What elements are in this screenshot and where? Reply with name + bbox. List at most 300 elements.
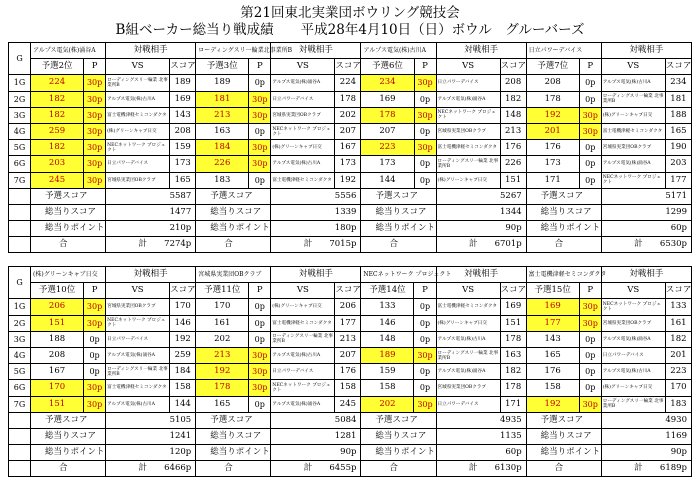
yosen-score-label: 予選スコア: [361, 188, 436, 204]
round-robin-points-value: 60p: [436, 445, 526, 461]
opponent-name: (株)グリーンキャブ日交: [271, 140, 335, 156]
game-points: 0p: [84, 347, 106, 363]
grand-total-label: 合 計: [361, 461, 436, 477]
team-score: 133: [361, 299, 414, 315]
game-number: 5G: [9, 140, 31, 156]
opponent-name: ローディングスリ一輪業 北事業所B: [106, 364, 170, 380]
game-points: 30p: [414, 396, 436, 412]
round-robin-score-value: 1299: [601, 204, 691, 220]
opponent-score: 208: [170, 123, 196, 139]
team-name: ローディングスリ一輪業北事業所B: [196, 43, 271, 59]
vs-header: VS: [601, 59, 665, 75]
game-points: 30p: [84, 107, 106, 123]
team-score: 208: [31, 347, 84, 363]
opponent-name: 日立パワーデバイス: [436, 75, 500, 91]
yosen-score-value: 5105: [106, 412, 196, 428]
summary-row: [9, 204, 692, 220]
team-score: 176: [526, 364, 579, 380]
round-robin-score-label: 総当りスコア: [526, 204, 601, 220]
opponent-name: アルプス電気(株)涌谷A: [436, 364, 500, 380]
grand-total-value: 6130p: [436, 461, 526, 477]
points-header: P: [414, 59, 436, 75]
opponent-score: 182: [500, 364, 526, 380]
points-header: P: [579, 59, 601, 75]
grand-total-value: 7015p: [271, 237, 361, 253]
yosen-score-label: 予選スコア: [196, 412, 271, 428]
opponent-score: 173: [170, 156, 196, 172]
opponent-name: アルプス電気(株)涌谷A: [601, 331, 665, 347]
game-number: 4G: [9, 123, 31, 139]
opponent-name: 富士電機津軽セミコンダクタ: [271, 315, 335, 331]
team-name: (株)グリーンキャブ日交: [31, 267, 106, 283]
game-points: 30p: [249, 347, 271, 363]
team-name: アルプス電気(株)古川A: [361, 43, 436, 59]
opponent-score: 178: [500, 331, 526, 347]
game-number: 7G: [9, 396, 31, 412]
game-points: 0p: [414, 315, 436, 331]
team-rank: 予選3位: [196, 59, 249, 75]
game-points: 0p: [414, 299, 436, 315]
table-row: [9, 347, 692, 363]
team-score: 170: [196, 299, 249, 315]
opponent-name: 富士電機津軽セミコンダクタ: [601, 123, 665, 139]
team-score: 177: [526, 315, 579, 331]
yosen-score-value: 4930: [601, 412, 691, 428]
round-robin-points-label: 総当りポイント: [361, 445, 436, 461]
summary-row: [9, 445, 692, 461]
opponent-name: アルプス電気(株)古川A: [271, 347, 335, 363]
opponent-score: 223: [665, 364, 691, 380]
opponent-name: ローディングスリ一輪業 北事業所B: [601, 396, 665, 412]
round-robin-score-value: 1281: [271, 428, 361, 444]
summary-spacer: [9, 237, 31, 253]
team-score: 176: [526, 140, 579, 156]
summary-spacer: [9, 204, 31, 220]
round-robin-points-value: 180p: [271, 221, 361, 237]
team-score: 189: [361, 347, 414, 363]
results-table-upper: [8, 42, 692, 253]
summary-row: [9, 188, 692, 204]
team-score: 178: [196, 380, 249, 396]
game-points: 30p: [249, 380, 271, 396]
opponent-score: 165: [170, 172, 196, 188]
opponent-name: ローディングスリ一輪業 北事業所B: [601, 91, 665, 107]
summary-spacer: [9, 461, 31, 477]
game-points: 30p: [579, 107, 601, 123]
game-points: 0p: [414, 331, 436, 347]
opponent-name: NECネットワーク プロジェクト: [106, 315, 170, 331]
team-score: 208: [526, 75, 579, 91]
grand-total-value: 6455p: [271, 461, 361, 477]
grand-total-label: 合 計: [361, 237, 436, 253]
team-score: 171: [526, 172, 579, 188]
game-number: 7G: [9, 172, 31, 188]
opponent-score: 143: [170, 107, 196, 123]
round-robin-score-label: 総当りスコア: [526, 428, 601, 444]
round-robin-score-value: 1339: [271, 204, 361, 220]
yosen-score-label: 予選スコア: [361, 412, 436, 428]
opponent-name: 宮城県実業団OBクラブ: [436, 380, 500, 396]
game-points: 0p: [84, 331, 106, 347]
opponent-name: NECネットワーク プロジェクト: [601, 172, 665, 188]
game-points: 0p: [414, 91, 436, 107]
opponent-score: 245: [335, 396, 361, 412]
team-score: 183: [196, 172, 249, 188]
game-points: 30p: [579, 315, 601, 331]
opponent-name: 富士電機津軽セミコンダクタ: [271, 172, 335, 188]
game-points: 30p: [84, 91, 106, 107]
team-score: 159: [361, 364, 414, 380]
summary-row: [9, 461, 692, 477]
team-name: 富士電機津軽セミコンダクタ: [526, 267, 601, 283]
round-robin-score-value: 1477: [106, 204, 196, 220]
team-score: 144: [361, 172, 414, 188]
team-score: 184: [196, 140, 249, 156]
page-title: 第21回東北実業団ボウリング競技会: [240, 5, 460, 21]
opponent-score: 207: [335, 123, 361, 139]
score-header: スコア: [170, 283, 196, 299]
game-points: 30p: [84, 156, 106, 172]
round-robin-points-label: 総当りポイント: [526, 445, 601, 461]
team-score: 202: [361, 396, 414, 412]
game-points: 0p: [579, 347, 601, 363]
score-header: スコア: [500, 283, 526, 299]
opponent-score: 161: [665, 315, 691, 331]
yosen-score-value: 5084: [271, 412, 361, 428]
game-points: 30p: [414, 107, 436, 123]
opponent-score: 167: [335, 140, 361, 156]
team-score: 158: [526, 380, 579, 396]
summary-row: [9, 221, 692, 237]
opponent-name: ローディングスリ一輪業 北事業所B: [106, 75, 170, 91]
team-score: 169: [361, 91, 414, 107]
opponent-header: 対戦相手: [601, 43, 691, 59]
opponent-name: ローディングスリ一輪業 北事業所B: [436, 347, 500, 363]
score-header: スコア: [335, 59, 361, 75]
opponent-score: 151: [500, 315, 526, 331]
score-header: スコア: [170, 59, 196, 75]
team-score: 245: [31, 172, 84, 188]
game-points: 30p: [579, 123, 601, 139]
team-score: 178: [361, 107, 414, 123]
game-points: 30p: [249, 107, 271, 123]
opponent-score: 176: [335, 364, 361, 380]
opponent-name: NECネットワーク プロジェクト: [271, 380, 335, 396]
table-row: [9, 107, 692, 123]
opponent-score: 192: [335, 172, 361, 188]
opponent-header: 対戦相手: [436, 43, 526, 59]
team-score: 167: [31, 364, 84, 380]
game-points: 30p: [414, 75, 436, 91]
game-points: 30p: [579, 299, 601, 315]
opponent-score: 177: [335, 315, 361, 331]
opponent-score: 158: [170, 380, 196, 396]
opponent-score: 189: [170, 75, 196, 91]
opponent-name: アルプス電気(株)古川A: [106, 91, 170, 107]
game-points: 30p: [84, 315, 106, 331]
team-rank: 予選7位: [526, 59, 579, 75]
grand-total-value: 6530p: [601, 237, 691, 253]
opponent-score: 259: [170, 347, 196, 363]
opponent-score: 206: [335, 299, 361, 315]
opponent-score: 224: [335, 75, 361, 91]
opponent-name: ローディングスリ一輪業 北事業所B: [436, 156, 500, 172]
yosen-score-label: 予選スコア: [196, 188, 271, 204]
opponent-score: 202: [335, 107, 361, 123]
team-score: 143: [526, 331, 579, 347]
round-robin-points-label: 総当りポイント: [31, 221, 106, 237]
opponent-name: 宮城県実業団OBクラブ: [106, 299, 170, 315]
opponent-name: 日立パワーデバイス: [271, 364, 335, 380]
yosen-score-label: 予選スコア: [31, 412, 106, 428]
round-robin-points-label: 総当りポイント: [196, 221, 271, 237]
round-robin-score-label: 総当りスコア: [196, 428, 271, 444]
opponent-name: 日立パワーデバイス: [601, 347, 665, 363]
grand-total-label: 合 計: [526, 461, 601, 477]
table-row: [9, 140, 692, 156]
table-row: [9, 380, 692, 396]
game-points: 30p: [84, 380, 106, 396]
opponent-name: アルプス電気(株)涌谷A: [601, 156, 665, 172]
opponent-header: 対戦相手: [601, 267, 691, 283]
round-robin-points-value: 120p: [106, 445, 196, 461]
team-score: 223: [361, 140, 414, 156]
team-score: 163: [196, 123, 249, 139]
team-score: 234: [361, 75, 414, 91]
round-robin-points-label: 総当りポイント: [31, 445, 106, 461]
opponent-name: アルプス電気(株)涌谷A: [271, 75, 335, 91]
game-points: 0p: [84, 364, 106, 380]
round-robin-points-label: 総当りポイント: [196, 445, 271, 461]
opponent-score: 190: [665, 140, 691, 156]
round-robin-points-value: 90p: [601, 445, 691, 461]
game-points: 0p: [249, 315, 271, 331]
opponent-name: (株)グリーンキャブ日交: [271, 299, 335, 315]
team-score: 203: [31, 156, 84, 172]
opponent-name: 富士電機津軽セミコンダクタ: [436, 140, 500, 156]
opponent-score: 208: [500, 75, 526, 91]
opponent-score: 146: [170, 315, 196, 331]
team-rank: 予選14位: [361, 283, 414, 299]
points-header: P: [84, 283, 106, 299]
round-robin-points-label: 総当りポイント: [361, 221, 436, 237]
game-points: 30p: [249, 91, 271, 107]
points-header: P: [249, 283, 271, 299]
opponent-name: 日立パワーデバイス: [436, 396, 500, 412]
team-score: 169: [526, 299, 579, 315]
round-robin-points-value: 90p: [271, 445, 361, 461]
opponent-score: 182: [665, 331, 691, 347]
opponent-score: 159: [170, 140, 196, 156]
opponent-header: 対戦相手: [271, 43, 361, 59]
team-score: 181: [196, 91, 249, 107]
opponent-name: アルプス電気(株)涌谷A: [436, 91, 500, 107]
opponent-score: 170: [665, 380, 691, 396]
opponent-name: 富士電機津軽セミコンダクタ: [436, 299, 500, 315]
team-score: 173: [361, 156, 414, 172]
opponent-score: 182: [500, 91, 526, 107]
game-points: 0p: [579, 331, 601, 347]
points-header: P: [84, 59, 106, 75]
opponent-name: (株)グリーンキャブ日交: [436, 315, 500, 331]
round-robin-points-value: 60p: [601, 221, 691, 237]
opponent-header: 対戦相手: [106, 43, 196, 59]
opponent-score: 170: [170, 299, 196, 315]
opponent-score: 203: [665, 156, 691, 172]
yosen-score-value: 5171: [601, 188, 691, 204]
points-header: P: [249, 59, 271, 75]
opponent-name: 宮城県実業団OBクラブ: [436, 123, 500, 139]
game-points: 0p: [414, 172, 436, 188]
opponent-name: アルプス電気(株)古川A: [601, 364, 665, 380]
team-name: アルプス電気(株)涌谷A: [31, 43, 106, 59]
opponent-name: (株)グリーンキャブ日交: [436, 172, 500, 188]
team-score: 151: [31, 396, 84, 412]
opponent-score: 165: [665, 123, 691, 139]
summary-spacer: [9, 445, 31, 461]
points-header: P: [414, 283, 436, 299]
opponent-score: 169: [170, 91, 196, 107]
round-robin-score-value: 1344: [436, 204, 526, 220]
grand-total-value: 6466p: [106, 461, 196, 477]
team-score: 173: [526, 156, 579, 172]
vs-header: VS: [271, 283, 335, 299]
game-points: 30p: [84, 123, 106, 139]
opponent-name: アルプス電気(株)古川A: [436, 331, 500, 347]
game-points: 0p: [414, 123, 436, 139]
opponent-name: アルプス電気(株)涌谷A: [271, 396, 335, 412]
grand-total-label: 合 計: [31, 237, 106, 253]
yosen-score-value: 5587: [106, 188, 196, 204]
opponent-score: 188: [665, 107, 691, 123]
team-score: 151: [31, 315, 84, 331]
game-points: 0p: [249, 172, 271, 188]
game-column-header: G: [9, 267, 31, 299]
game-points: 0p: [579, 380, 601, 396]
game-points: 30p: [84, 396, 106, 412]
table-row: [9, 172, 692, 188]
grand-total-label: 合 計: [196, 237, 271, 253]
team-score: 192: [526, 396, 579, 412]
game-points: 0p: [249, 396, 271, 412]
team-score: 259: [31, 123, 84, 139]
opponent-score: 192: [170, 331, 196, 347]
points-header: P: [579, 283, 601, 299]
opponent-score: 144: [170, 396, 196, 412]
game-points: 0p: [414, 364, 436, 380]
opponent-header: 対戦相手: [436, 267, 526, 283]
opponent-score: 148: [500, 107, 526, 123]
opponent-score: 163: [500, 347, 526, 363]
opponent-score: 213: [335, 331, 361, 347]
game-points: 30p: [414, 347, 436, 363]
team-score: 158: [361, 380, 414, 396]
round-robin-points-value: 90p: [436, 221, 526, 237]
opponent-score: 178: [335, 91, 361, 107]
opponent-name: NECネットワーク プロジェクト: [601, 299, 665, 315]
game-points: 0p: [579, 91, 601, 107]
team-score: 224: [31, 75, 84, 91]
team-score: 165: [526, 347, 579, 363]
results-table-lower: [8, 266, 692, 477]
round-robin-score-label: 総当りスコア: [31, 204, 106, 220]
round-robin-score-label: 総当りスコア: [31, 428, 106, 444]
score-header: スコア: [665, 283, 691, 299]
summary-spacer: [9, 221, 31, 237]
game-points: 30p: [84, 299, 106, 315]
game-number: 4G: [9, 347, 31, 363]
game-column-header: G: [9, 43, 31, 75]
game-points: 30p: [579, 396, 601, 412]
game-number: 3G: [9, 107, 31, 123]
round-robin-points-value: 210p: [106, 221, 196, 237]
summary-spacer: [9, 412, 31, 428]
round-robin-points-label: 総当りポイント: [526, 221, 601, 237]
opponent-score: 207: [335, 347, 361, 363]
team-score: 189: [196, 75, 249, 91]
game-points: 0p: [414, 380, 436, 396]
yosen-score-value: 5267: [436, 188, 526, 204]
opponent-name: NECネットワーク プロジェクト: [436, 107, 500, 123]
table-row: [9, 364, 692, 380]
vs-header: VS: [106, 283, 170, 299]
opponent-score: 178: [500, 380, 526, 396]
team-rank: 予選6位: [361, 59, 414, 75]
table-row: [9, 331, 692, 347]
team-rank: 予選10位: [31, 283, 84, 299]
team-score: 170: [31, 380, 84, 396]
opponent-name: (株)グリーンキャブ日交: [601, 380, 665, 396]
page-subtitle: B組ベーカー総当り戦成績 平成28年4月10日（日）ボウル グルーバーズ: [115, 22, 585, 38]
game-points: 0p: [249, 331, 271, 347]
game-points: 0p: [249, 75, 271, 91]
team-score: 207: [361, 123, 414, 139]
game-points: 30p: [249, 364, 271, 380]
opponent-name: 日立パワーデバイス: [271, 91, 335, 107]
opponent-score: 169: [500, 299, 526, 315]
team-score: 182: [31, 140, 84, 156]
team-rank: 予選2位: [31, 59, 84, 75]
opponent-name: (株)グリーンキャブ日交: [106, 123, 170, 139]
game-points: 0p: [414, 156, 436, 172]
game-points: 30p: [249, 156, 271, 172]
opponent-score: 158: [335, 380, 361, 396]
team-score: 192: [526, 107, 579, 123]
team-score: 146: [361, 315, 414, 331]
game-points: 30p: [84, 172, 106, 188]
score-header: スコア: [500, 59, 526, 75]
opponent-score: 177: [665, 172, 691, 188]
opponent-score: 213: [500, 123, 526, 139]
team-name: 日立パワーデバイス: [526, 43, 601, 59]
vs-header: VS: [601, 283, 665, 299]
game-points: 30p: [414, 140, 436, 156]
opponent-name: 日立パワーデバイス: [106, 331, 170, 347]
summary-row: [9, 412, 692, 428]
vs-header: VS: [436, 283, 500, 299]
team-name: 宮城県実業団OBクラブ: [196, 267, 271, 283]
game-number: 1G: [9, 75, 31, 91]
team-score: 188: [31, 331, 84, 347]
team-score: 226: [196, 156, 249, 172]
summary-spacer: [9, 188, 31, 204]
round-robin-score-value: 1135: [436, 428, 526, 444]
team-score: 213: [196, 347, 249, 363]
team-score: 206: [31, 299, 84, 315]
game-points: 0p: [579, 172, 601, 188]
round-robin-score-label: 総当りスコア: [361, 204, 436, 220]
opponent-name: アルプス電気(株)涌谷A: [106, 347, 170, 363]
